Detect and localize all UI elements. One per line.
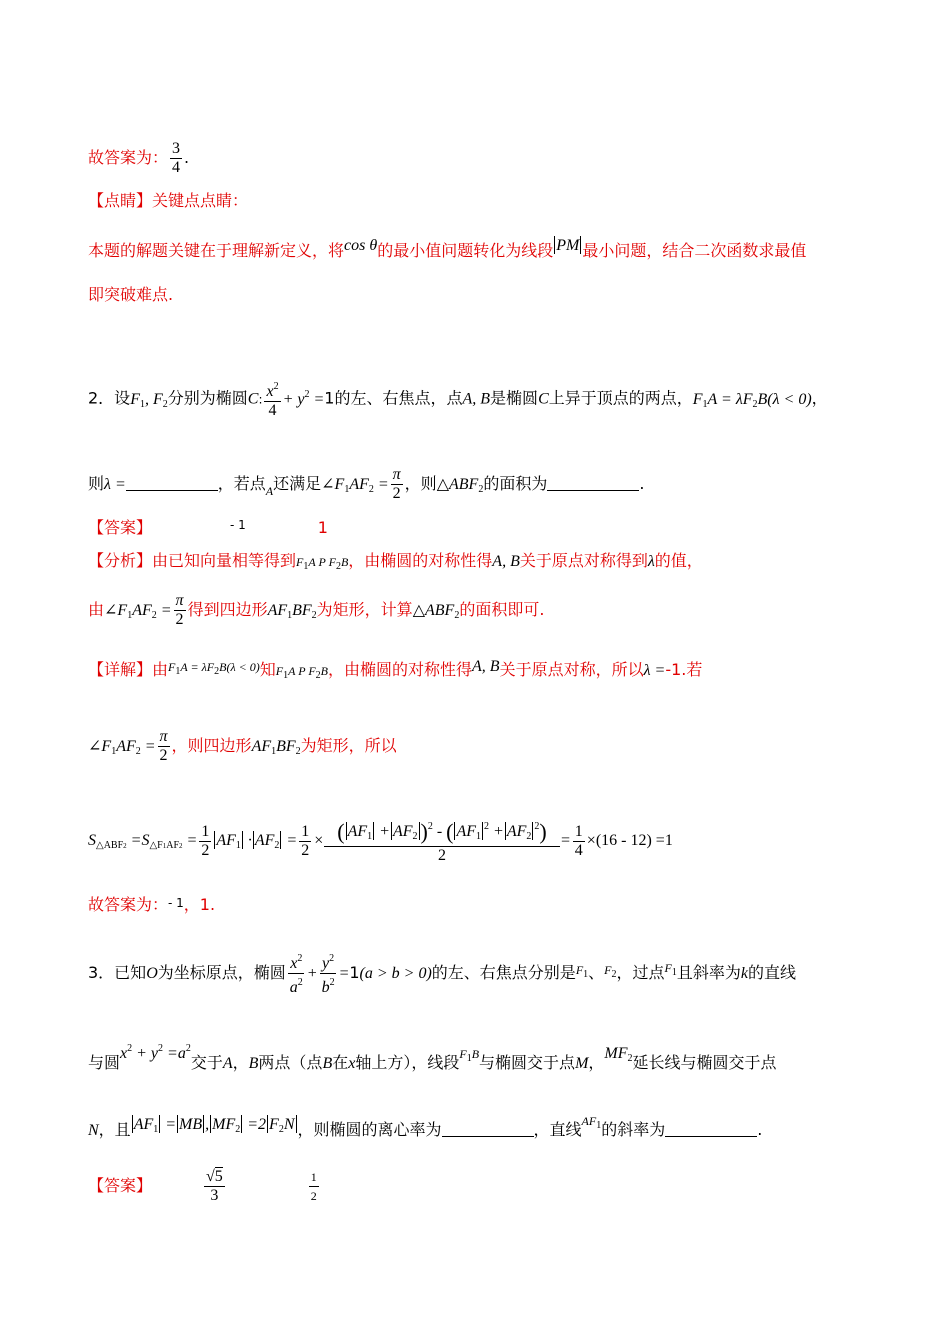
answer-row-q2: 【答案】 $^{- 1}$ 1	[88, 518, 328, 537]
answer-fraction: $\frac{√5}{3}$	[206, 1168, 223, 1204]
question-3: 3．已知O为坐标原点，椭圆 $\frac{x^2}{a^2}$ + $\frac{y^2}{b^2}$ =1(a > b > 0)的左、右焦点分别是$^{F_1}$、$^{F_2}$，过点$^{F_1}$且斜率为k的直线	[88, 950, 796, 997]
answer-fraction: $\frac{1}{2}$	[310, 1170, 317, 1203]
answer-label: 故答案为：	[88, 148, 169, 167]
answer-blank[interactable]	[442, 1120, 534, 1137]
question-2-line2: 则λ = ，若点$_A$还满足$\angle F_1AF_2$ = $\frac{\pi}{2}$ ，则$\triangle ABF_2$的面积为 .	[88, 466, 645, 502]
tip-text: 本题的解题关键在于理解新定义，将cos θ的最小值问题转化为线段 PM 最小问题，结合二次函数求最值	[88, 237, 807, 260]
area-formula: $S_{\triangle ABF2} =S_{\triangle F1AF2}$ = $\frac{1}{2}$ $AF_1 \cdot AF_2$ = $\frac{1}{2}$ × $\frac{( AF_1 + AF_2 )^2 - ( AF_1^2 + AF_2^2)}{2}$ = $\frac{1}{4}$ ×(16 - 12) =1	[88, 819, 673, 864]
answer-line-1: 故答案为： $\frac{3}{4}$ .	[88, 140, 190, 176]
tip-heading: 【点睛】关键点点睛：	[88, 191, 249, 210]
answer-blank[interactable]	[665, 1120, 757, 1137]
question-3-line3: N，且 $AF_1$ = MB , $MF_2 =2$ $F_2N$ ，则椭圆的离心率为 ，直线$^{AF_1}$的斜率为 .	[88, 1114, 763, 1139]
detail-q2: 【详解】由$^{F_1A = \lambda F_2B(\lambda < 0)}$知$F_1A$ P $F_2B$，由椭圆的对称性得A, B关于原点对称，所以λ =-1.若	[88, 658, 703, 681]
answer-blank[interactable]	[126, 474, 218, 491]
question-2: 2．设$F_1$, $F_2$分别为椭圆C: $\frac{x^2}{4}$ + $y^2 =1$的左、右焦点，点A, B是椭圆C上异于顶点的两点，$F_1A = \lambda F_2B(\lambda < 0)$，	[88, 378, 828, 420]
analysis-q2: 【分析】由已知向量相等得到$F_1A$ P $F_2B$，由椭圆的对称性得A, B关于原点对称得到λ的值，	[88, 551, 703, 572]
question-3-line2: 与圆$x^2 + y^2 =a^2$交于A，B两点（点B在x轴上方），线段$^{F_1B}$与椭圆交于点M，$MF_2$延长线与椭圆交于点	[88, 1043, 777, 1072]
answer-row-q3: 【答案】 $\frac{√5}{3}$ $\frac{1}{2}$	[88, 1168, 317, 1204]
detail-q2-line2: $\angle F_1AF_2$ = $\frac{\pi}{2}$ ，则四边形$AF_1BF_2$为矩形，所以	[88, 728, 397, 764]
final-answer-q2: 故答案为：- 1，1.	[88, 895, 216, 914]
answer-fraction: $\frac{3}{4}$	[172, 140, 181, 176]
tip-text-2: 即突破难点.	[88, 285, 174, 304]
analysis-q2-line2: 由$\angle F_1AF_2$ = $\frac{\pi}{2}$ 得到四边形$AF_1BF_2$为矩形，计算$\triangle ABF_2$的面积即可.	[88, 592, 545, 628]
answer-blank[interactable]	[547, 474, 639, 491]
